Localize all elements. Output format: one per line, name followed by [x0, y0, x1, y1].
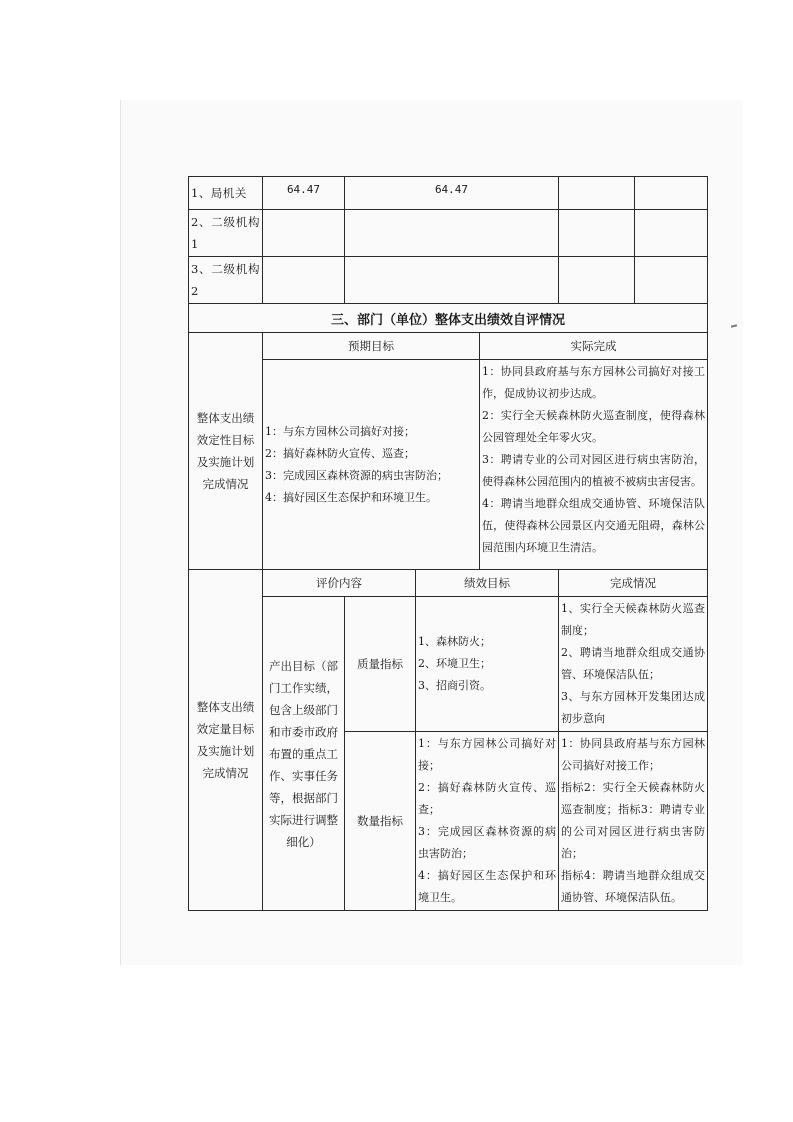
budget-cell-empty — [635, 257, 708, 304]
quantity-indicator-label: 数量指标 — [345, 732, 416, 911]
budget-cell-empty — [559, 210, 635, 257]
quality-target-item: 2、环境卫生； — [418, 657, 491, 670]
expected-target-cell — [263, 360, 480, 570]
quantity-target-item: 1：与东方园林公司搞好对接； — [418, 737, 557, 772]
quantity-target-cell — [416, 732, 559, 911]
actual-completion-cell — [480, 360, 708, 570]
completion-status-header: 完成情况 — [559, 570, 708, 597]
budget-row-name: 3、二级机构2 — [189, 257, 263, 304]
budget-value-a — [263, 210, 345, 257]
section-title: 三、部门（单位）整体支出绩效自评情况 — [189, 304, 708, 333]
budget-row — [189, 257, 708, 304]
performance-target-header: 绩效目标 — [416, 570, 559, 597]
output-target-label: 产出目标（部门工作实绩，包含上级部门和市委市政府布置的重点工作、实事任务等，根据部门实际进行调整细化） — [263, 597, 345, 911]
quality-result-item: 3、与东方园林开发集团达成初步意向 — [561, 690, 706, 725]
qualitative-row-label: 整体支出绩效定性目标及实施计划完成情况 — [189, 333, 263, 570]
actual-item: 2：实行全天候森林防火巡查制度，使得森林公园管理处全年零火灾。 — [482, 409, 706, 444]
quality-target-item: 3、招商引资。 — [418, 679, 491, 692]
budget-value-a: 64.47 — [263, 177, 345, 210]
expected-item: 3：完成园区森林资源的病虫害防治； — [265, 468, 448, 482]
budget-cell-empty — [559, 177, 635, 210]
quality-target-cell — [416, 597, 559, 732]
budget-value-a — [263, 257, 345, 304]
quality-indicator-label: 质量指标 — [345, 597, 416, 732]
quantity-target-item: 4：搞好园区生态保护和环境卫生。 — [418, 869, 557, 904]
actual-completion-header: 实际完成 — [480, 333, 708, 360]
actual-item: 1：协同县政府基与东方园林公司搞好对接工作，促成协议初步达成。 — [482, 365, 706, 400]
budget-row — [189, 210, 708, 257]
budget-cell-empty — [635, 177, 708, 210]
budget-value-b — [345, 210, 559, 257]
quantity-result-item: 指标4：聘请当地群众组成交通协管、环境保洁队伍。 — [561, 869, 706, 904]
quality-result-item: 2、聘请当地群众组成交通协管、环境保洁队伍； — [561, 646, 706, 681]
evaluation-content-header: 评价内容 — [263, 570, 416, 597]
quality-result-cell — [559, 597, 708, 732]
actual-item: 4：聘请当地群众组成交通协管、环境保洁队伍，使得森林公园景区内交通无阻碍，森林公园范围内环境卫生清洁。 — [482, 497, 706, 554]
quality-target-item: 1、森林防火； — [418, 635, 491, 648]
performance-table — [188, 176, 708, 911]
expected-item: 4：搞好园区生态保护和环境卫生。 — [265, 490, 437, 504]
quantity-result-item: 指标2：实行全天候森林防火巡查制度；指标3：聘请专业的公司对园区进行病虫害防治； — [561, 781, 706, 860]
quantity-target-item: 3：完成园区森林资源的病虫害防治； — [418, 825, 557, 860]
actual-item: 3：聘请专业的公司对园区进行病虫害防治，使得森林公园范围内的植被不被病虫害侵害。 — [482, 453, 706, 488]
budget-row — [189, 177, 708, 210]
quality-result-item: 1、实行全天候森林防火巡查制度； — [561, 602, 706, 637]
budget-cell-empty — [559, 257, 635, 304]
expected-item: 1：与东方园林公司搞好对接； — [265, 424, 415, 438]
budget-row-name: 1、局机关 — [189, 177, 263, 210]
expected-item: 2：搞好森林防火宣传、巡查； — [265, 446, 415, 460]
budget-cell-empty — [635, 210, 708, 257]
quantity-result-cell — [559, 732, 708, 911]
quantity-target-item: 2：搞好森林防火宣传、巡查； — [418, 781, 557, 816]
quantitative-row-label: 整体支出绩效定量目标及实施计划完成情况 — [189, 570, 263, 911]
budget-value-b: 64.47 — [345, 177, 559, 210]
budget-value-b — [345, 257, 559, 304]
quantity-result-item: 1：协同县政府基与东方园林公司搞好对接工作； — [561, 737, 706, 772]
expected-target-header: 预期目标 — [263, 333, 480, 360]
budget-row-name: 2、二级机构1 — [189, 210, 263, 257]
